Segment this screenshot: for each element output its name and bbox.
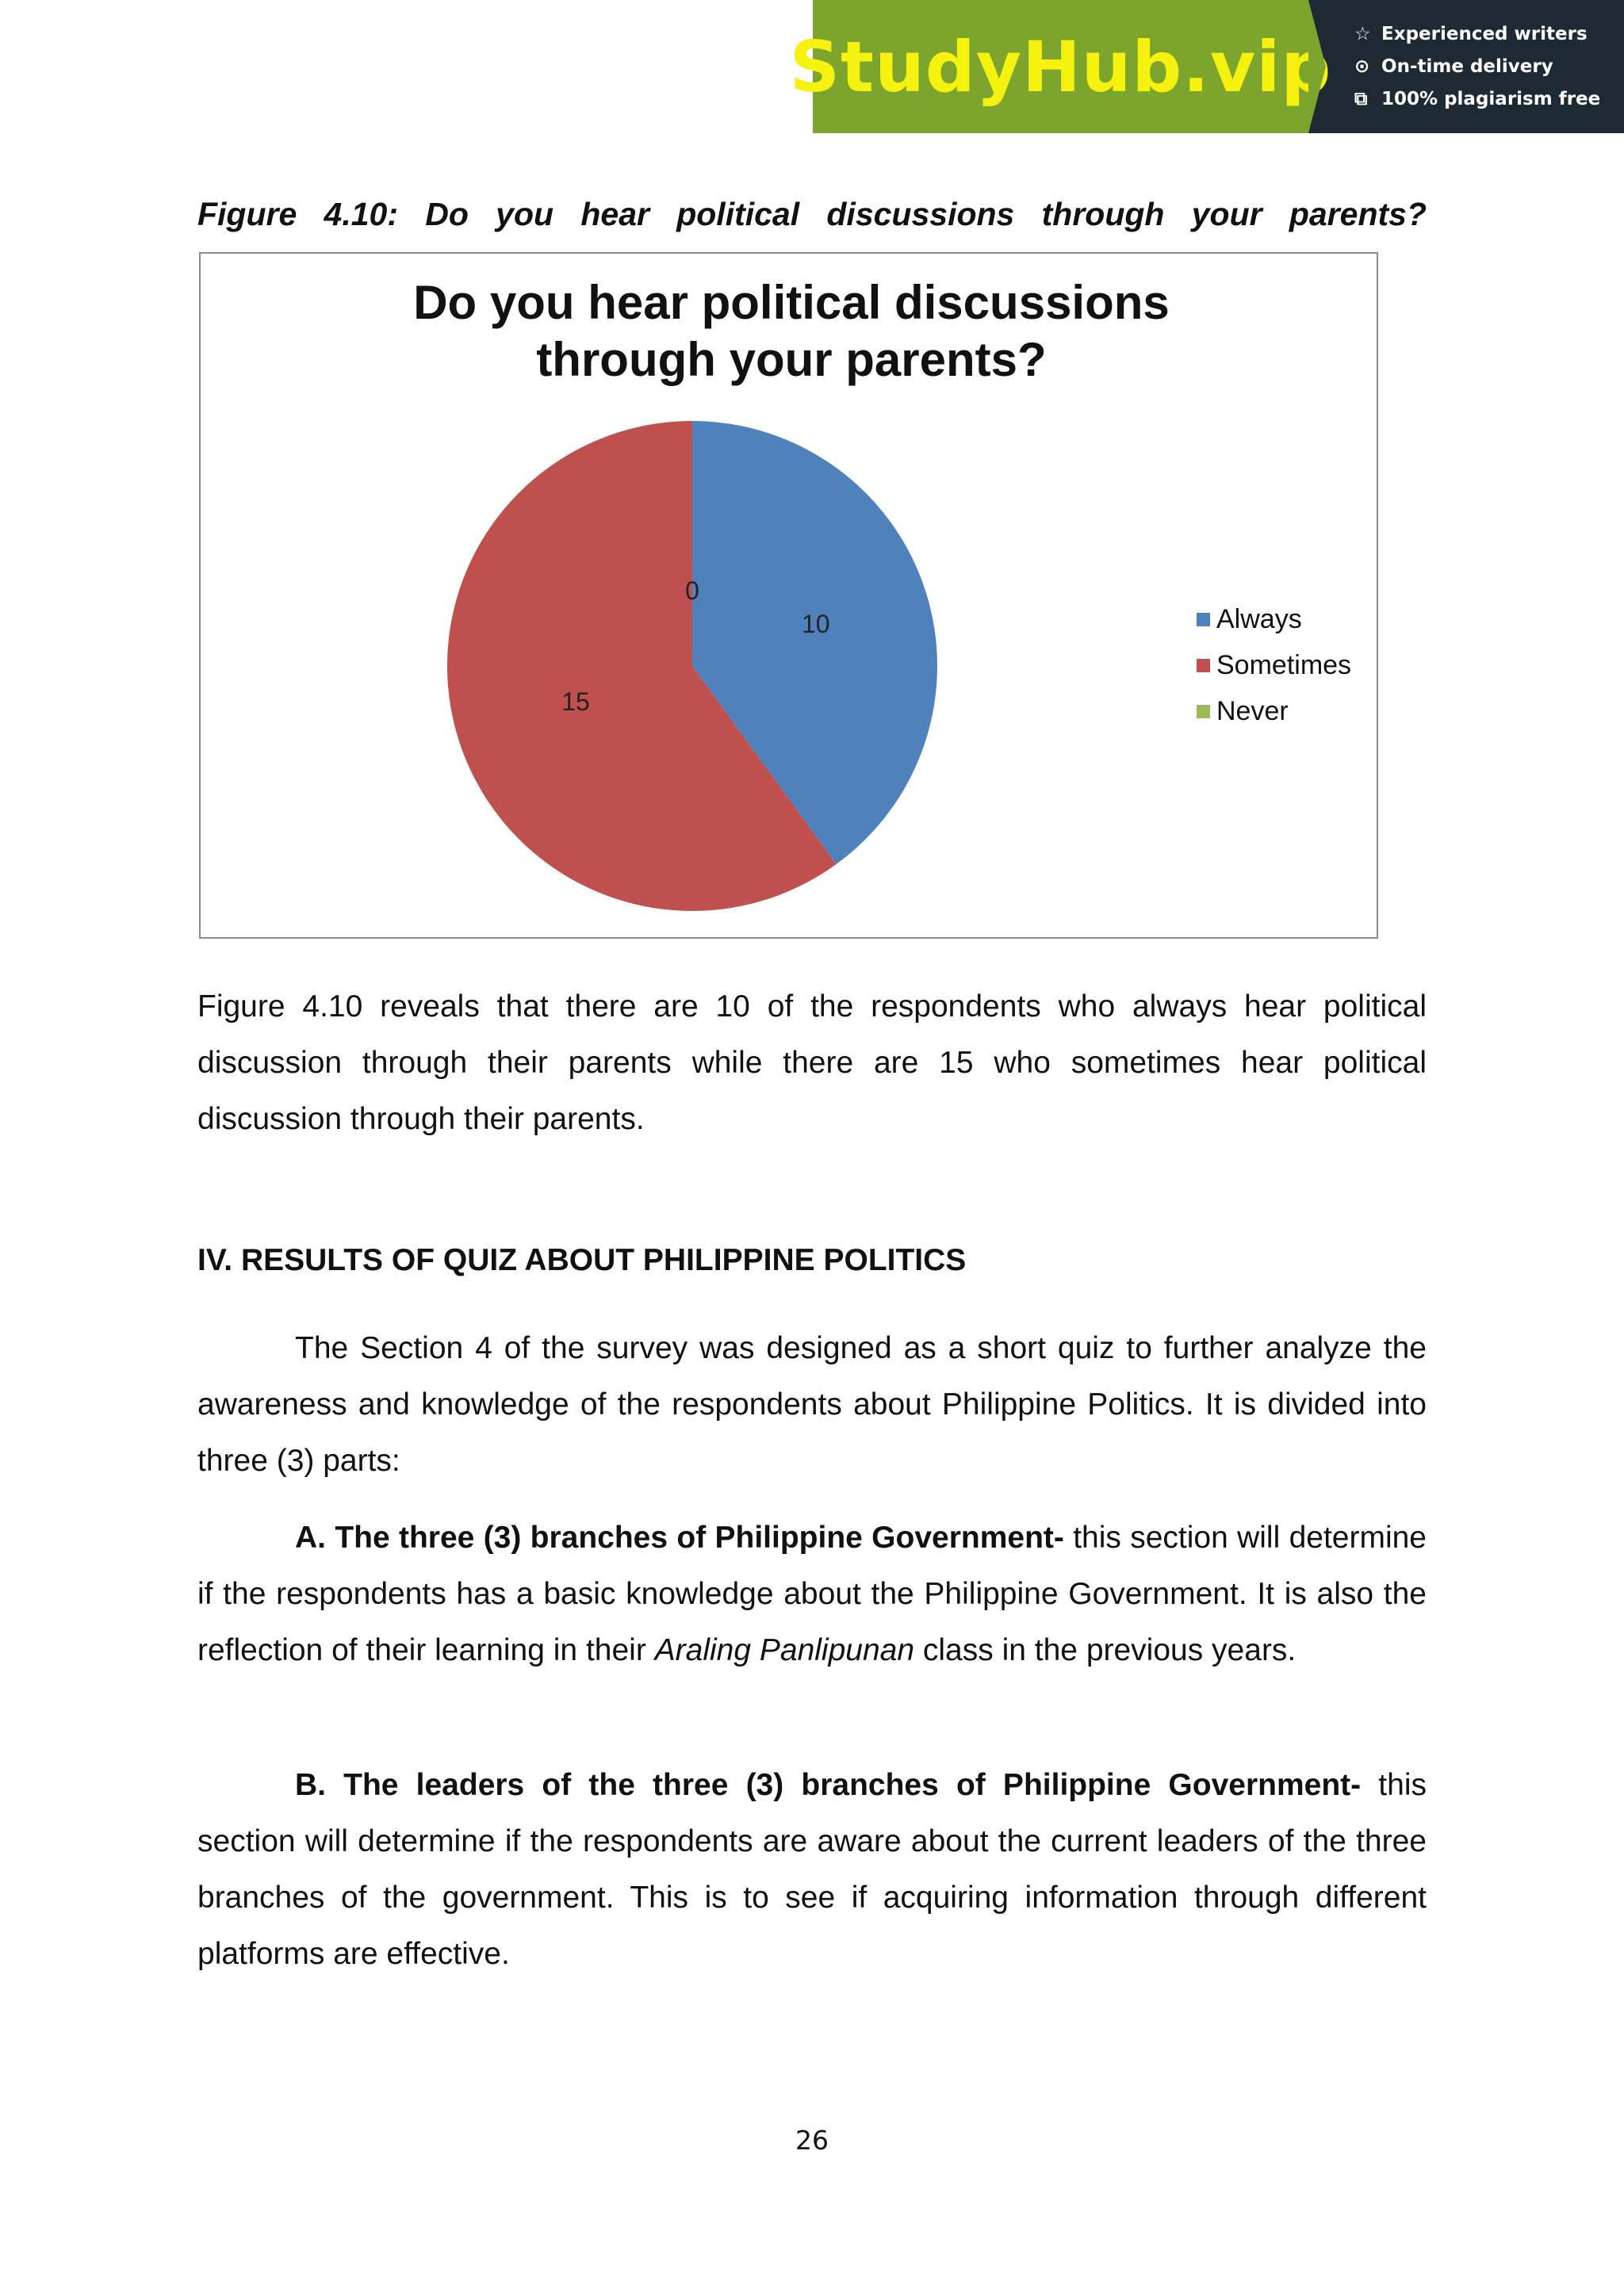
paragraph-figure-summary: Figure 4.10 reveals that there are 10 of the respondents who always hear political discussion through their parents while there are 15 who sometimes hear political discussion through their parents. xyxy=(197,989,1427,1136)
legend-swatch-sometimes xyxy=(1197,659,1210,672)
part-a-italic: Araling Panlipunan xyxy=(654,1633,915,1667)
paragraph-part-b xyxy=(197,1757,1427,1982)
copy-icon: ⧉ xyxy=(1354,88,1368,109)
paragraph-section-intro xyxy=(197,1320,1427,1489)
clock-icon: ⊙ xyxy=(1354,55,1370,77)
figure-caption: Figure 4.10: Do you hear political discussions through your parents? xyxy=(197,196,1427,232)
logo-text: StudyHub.vip xyxy=(789,25,1332,108)
feature-on-time-delivery xyxy=(1354,51,1624,83)
section-heading: IV. RESULTS OF QUIZ ABOUT PHILIPPINE POLITICS xyxy=(197,1243,967,1277)
section-intro-text: The Section 4 of the survey was designed as a short quiz to further analyze the awareness and knowledge of the respondents about Philippine Politics. It is divided into three (3) parts: xyxy=(197,1331,1427,1478)
studyhub-banner[interactable] xyxy=(789,0,1624,133)
part-b-title: B. The leaders of the three (3) branches of Philippine Government- xyxy=(295,1768,1362,1802)
studyhub-logo[interactable] xyxy=(789,0,1332,133)
legend-label: Sometimes xyxy=(1216,649,1352,680)
legend-label: Always xyxy=(1216,603,1302,634)
page-number: 26 xyxy=(795,2125,829,2156)
legend-swatch-never xyxy=(1197,705,1210,718)
legend-swatch-always xyxy=(1197,613,1210,626)
feature-text: Experienced writers xyxy=(1381,23,1588,44)
part-a-text-1: this section will determine if the respondents has a basic knowledge about the Philippine Government. It is also the reflection of their learning in their xyxy=(197,1521,1427,1667)
legend-item-sometimes xyxy=(1197,642,1351,688)
feature-text: 100% plagiarism free xyxy=(1381,88,1601,109)
legend-item-never xyxy=(1197,688,1351,734)
part-a-text-2: class in the previous years. xyxy=(914,1633,1297,1667)
part-a-title: A. The three (3) branches of Philippine Government- xyxy=(295,1521,1064,1555)
legend-label: Never xyxy=(1216,695,1289,726)
feature-experienced-writers xyxy=(1354,18,1624,51)
data-label-never: 0 xyxy=(685,576,699,605)
chart-legend xyxy=(1197,596,1351,734)
chart-title-line-2: through your parents? xyxy=(536,333,1047,386)
banner-features xyxy=(1308,0,1624,133)
star-icon: ☆ xyxy=(1354,23,1371,44)
legend-item-always xyxy=(1197,596,1351,642)
chart-title-line-1: Do you hear political discussions xyxy=(413,276,1170,329)
part-b-text: this section will determine if the respondents are aware about the current leaders of the three branches of the government. This is to see if acquiring information through different platforms are effective. xyxy=(197,1768,1427,1971)
paragraph-part-a xyxy=(197,1510,1427,1678)
data-label-always: 10 xyxy=(801,609,830,638)
feature-plagiarism-free xyxy=(1354,83,1624,116)
pie-chart xyxy=(199,252,1378,939)
data-label-sometimes: 15 xyxy=(561,687,590,717)
feature-text: On-time delivery xyxy=(1381,55,1553,77)
